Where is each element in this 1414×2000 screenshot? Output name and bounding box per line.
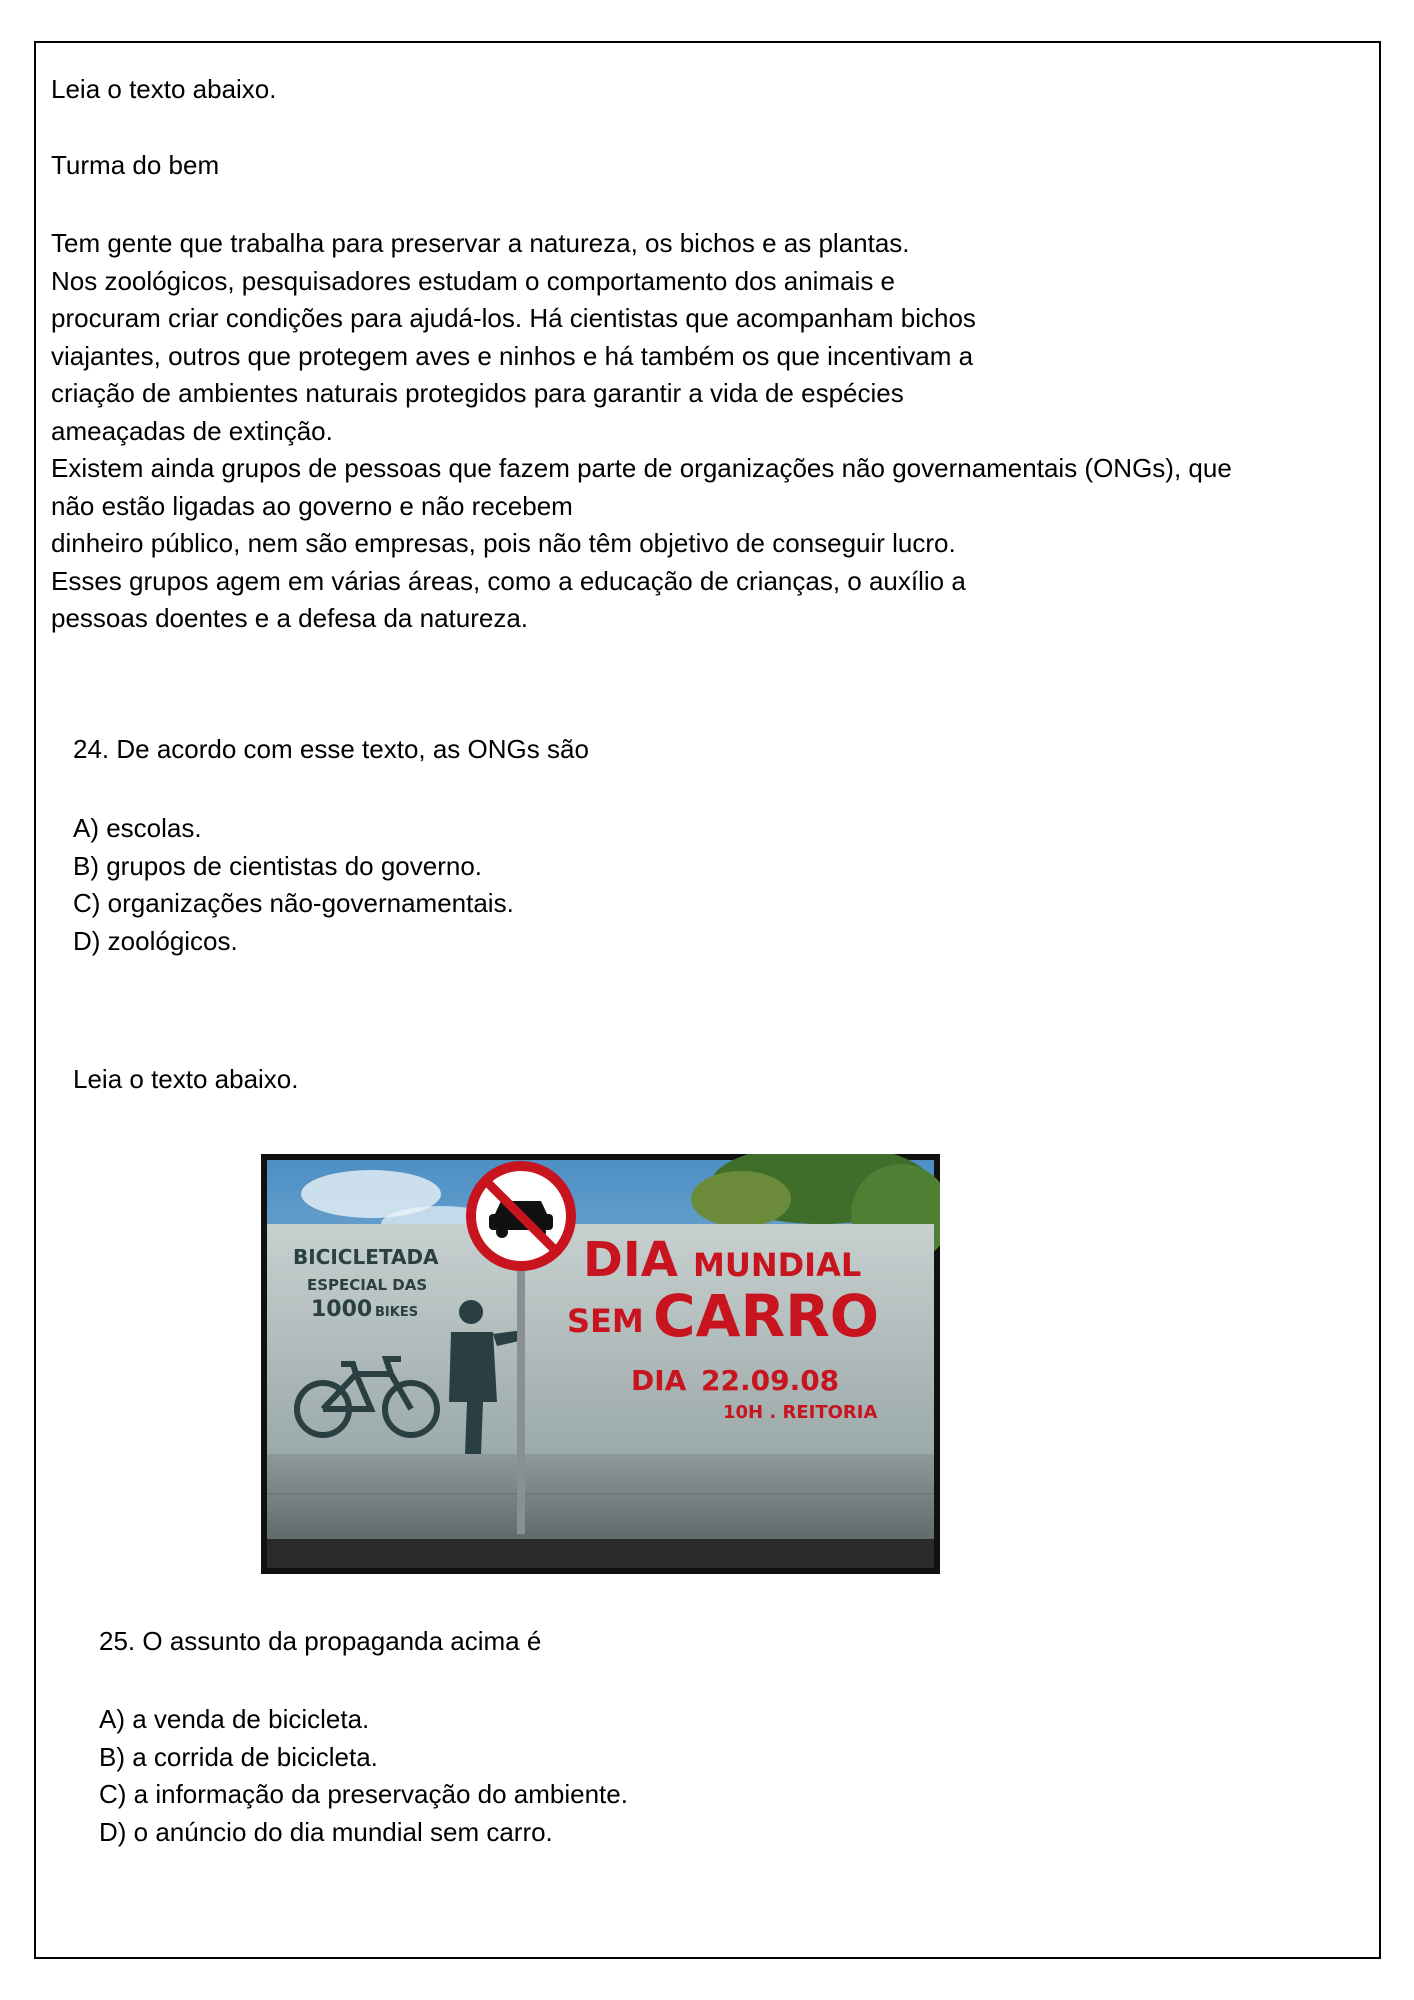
intro-instruction: Leia o texto abaixo. — [51, 74, 277, 104]
stencil-number: 1000 — [311, 1297, 373, 1322]
option-b[interactable]: B) grupos de cientistas do governo. — [73, 850, 483, 881]
option-b[interactable]: B) a corrida de bicicleta. — [99, 1741, 378, 1772]
paragraph-line: Nos zoológicos, pesquisadores estudam o comportamento dos animais e — [51, 265, 896, 296]
time-place: 10H . REITORIA — [723, 1402, 878, 1423]
headline-mundial: MUNDIAL — [693, 1246, 862, 1284]
date-label: DIA — [631, 1364, 687, 1397]
paragraph-line: procuram criar condições para ajudá-los. Há cientistas que acompanham bichos — [51, 303, 976, 333]
intro-instruction-2: Leia o texto abaixo. — [73, 1064, 299, 1094]
option-a[interactable]: A) a venda de bicicleta. — [99, 1704, 370, 1734]
paragraph-line: viajantes, outros que protegem aves e ninhos e há também os que incentivam a — [51, 340, 974, 371]
stencil-text-line-2: ESPECIAL DAS — [307, 1276, 428, 1294]
paragraph-line: criação de ambientes naturais protegidos para garantir a vida de espécies — [51, 378, 904, 408]
option-c[interactable]: C) organizações não-governamentais. — [73, 888, 514, 918]
stencil-text-line-1: BICICLETADA — [293, 1245, 439, 1269]
headline-sem: SEM — [567, 1302, 644, 1340]
paragraph-line: Existem ainda grupos de pessoas que fazem parte de organizações não governamentais (ONGs), que — [51, 453, 1232, 483]
advertisement-poster — [261, 1154, 940, 1574]
stencil-word: BIKES — [375, 1305, 419, 1320]
paragraph-line: dinheiro público, nem são empresas, pois não têm objetivo de conseguir lucro. — [51, 528, 956, 558]
headline-dia: DIA — [583, 1232, 678, 1288]
date-value: 22.09.08 — [701, 1364, 840, 1397]
text-title: Turma do bem — [51, 150, 220, 180]
option-d[interactable]: D) zoológicos. — [73, 925, 238, 956]
no-car-sign-icon — [471, 1166, 571, 1266]
option-a[interactable]: A) escolas. — [73, 813, 202, 843]
curb — [267, 1539, 934, 1568]
option-c[interactable]: C) a informação da preservação do ambiente. — [99, 1779, 628, 1809]
question-24-stem: 24. De acordo com esse texto, as ONGs são — [73, 734, 589, 764]
sign-pole — [517, 1264, 525, 1534]
paragraph-line: não estão ligadas ao governo e não recebem — [51, 490, 573, 521]
paragraph-line: Esses grupos agem em várias áreas, como a educação de crianças, o auxílio a — [51, 565, 966, 596]
sidewalk — [267, 1454, 934, 1544]
headline-carro: CARRO — [653, 1282, 880, 1350]
paragraph-line: Tem gente que trabalha para preservar a natureza, os bichos e as plantas. — [51, 228, 910, 258]
option-d[interactable]: D) o anúncio do dia mundial sem carro. — [99, 1816, 553, 1847]
question-25-stem: 25. O assunto da propaganda acima é — [99, 1626, 542, 1656]
paragraph-line: ameaçadas de extinção. — [51, 415, 333, 446]
paragraph-line: pessoas doentes e a defesa da natureza. — [51, 603, 529, 633]
